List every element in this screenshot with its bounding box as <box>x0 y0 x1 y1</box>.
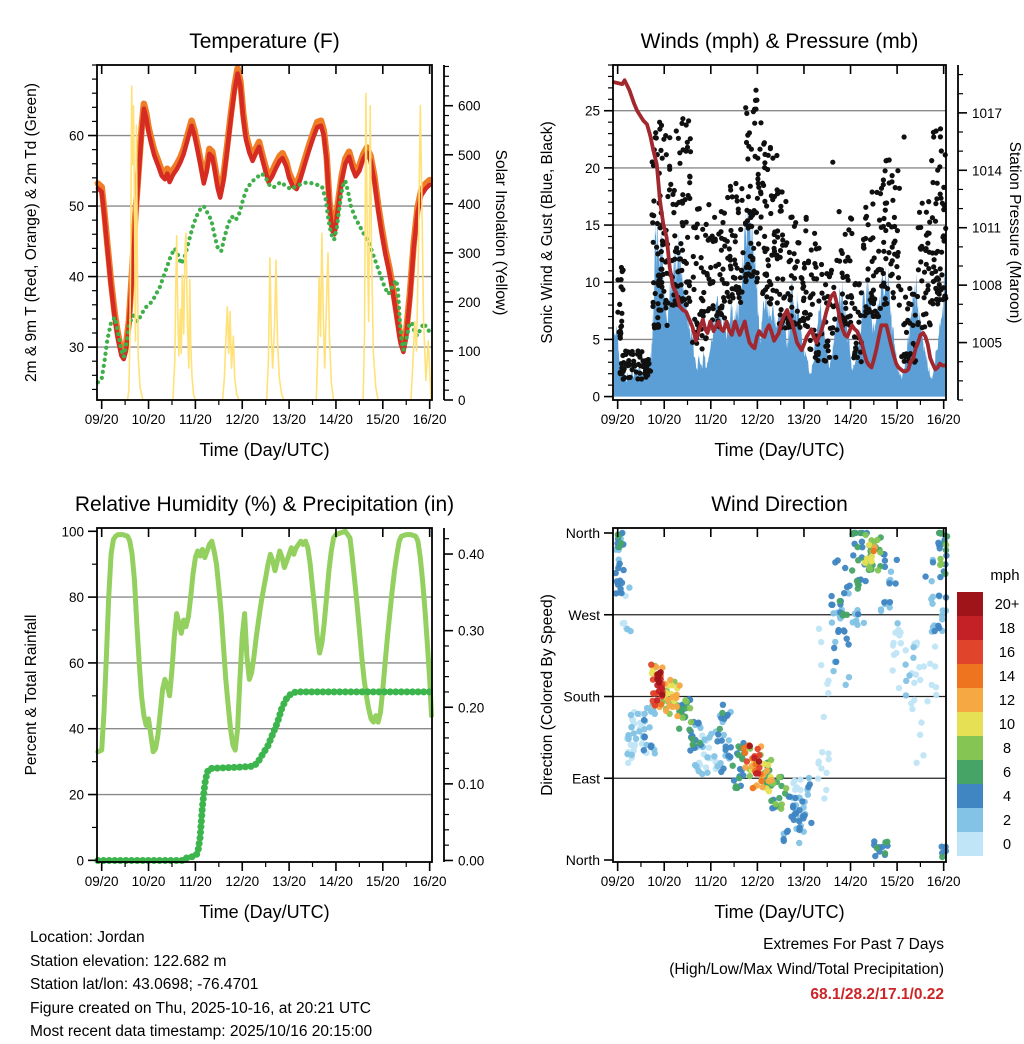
y-right-tick-label: 0.10 <box>458 776 485 792</box>
x-tick-label: 10/20 <box>647 874 682 889</box>
humidity-precip-chart <box>23 493 484 922</box>
temperature-chart <box>23 30 509 460</box>
x-tick-label: 09/20 <box>600 412 635 427</box>
x-tick-label: 09/20 <box>84 412 119 427</box>
y-left-tick-label: 50 <box>68 199 84 215</box>
y-right-tick-label: 1017 <box>972 105 1003 121</box>
y-left-tick-label: 0 <box>76 853 84 869</box>
x-tick-label: 12/20 <box>225 412 260 427</box>
colorbar-label: 18 <box>998 621 1016 637</box>
y-right-axis-label: Solar Insolation (Yellow) <box>492 149 509 316</box>
location-line: Location: Jordan <box>30 929 145 946</box>
x-tick-label: 15/20 <box>365 874 400 889</box>
x-tick-label: 16/20 <box>926 874 961 889</box>
colorbar-label: 16 <box>998 645 1016 661</box>
x-tick-label: 16/20 <box>926 412 961 427</box>
x-tick-label: 11/20 <box>694 874 728 889</box>
y-left-tick-label: 10 <box>584 275 600 291</box>
wind-direction-chart <box>539 493 1020 922</box>
direction-tick-label: North <box>565 852 600 868</box>
x-axis-label: Time (Day/UTC) <box>199 902 330 922</box>
winds-pressure-chart <box>539 30 1023 460</box>
elevation-line: Station elevation: 122.682 m <box>30 952 227 970</box>
colorbar-label: 0 <box>1002 837 1012 853</box>
timestamp-line: Most recent data timestamp: 2025/10/16 20:15:00 <box>30 1023 373 1040</box>
x-tick-label: 10/20 <box>131 874 166 889</box>
extremes-info <box>669 932 944 1007</box>
y-right-tick-label: 300 <box>458 245 481 261</box>
latlon-line: Station lat/lon: 43.0698; -76.4701 <box>30 976 259 993</box>
y-left-tick-label: 80 <box>68 590 84 606</box>
x-axis-label: Time (Day/UTC) <box>714 440 845 460</box>
colorbar-title: mph <box>990 567 1020 584</box>
y-left-axis-label: Sonic Wind & Gust (Blue, Black) <box>539 121 556 344</box>
x-tick-label: 14/20 <box>319 874 353 889</box>
x-tick-label: 15/20 <box>880 874 914 889</box>
extremes-title: Extremes For Past 7 Days <box>763 936 944 953</box>
x-tick-label: 11/20 <box>179 874 212 889</box>
x-tick-label: 10/20 <box>647 412 682 427</box>
y-right-tick-label: 0.00 <box>458 853 485 869</box>
y-right-tick-label: 200 <box>458 294 481 310</box>
y-left-tick-label: 100 <box>61 524 84 540</box>
x-tick-label: 14/20 <box>319 412 353 427</box>
relative-humidity-lightgreen <box>98 531 432 752</box>
x-tick-label: 13/20 <box>787 412 821 427</box>
colorbar-label: 14 <box>998 669 1016 685</box>
colorbar-label: 10 <box>998 717 1016 733</box>
y-right-tick-label: 1008 <box>972 278 1003 294</box>
station-info <box>30 926 372 1044</box>
y-right-tick-label: 1005 <box>972 335 1003 351</box>
x-axis-label: Time (Day/UTC) <box>199 440 330 460</box>
y-left-tick-label: 0 <box>592 389 600 405</box>
y-right-tick-label: 0 <box>458 393 466 408</box>
x-tick-label: 09/20 <box>84 874 119 889</box>
temp-2m-red <box>98 74 430 360</box>
winds-pressure-chart-title: Winds (mph) & Pressure (mb) <box>640 30 919 53</box>
x-tick-label: 15/20 <box>365 412 400 427</box>
colorbar-label: 6 <box>1002 765 1012 781</box>
wind-direction-chart-title: Wind Direction <box>711 493 848 516</box>
temperature-chart-title: Temperature (F) <box>189 30 340 53</box>
x-tick-label: 11/20 <box>179 412 212 427</box>
y-left-tick-label: 40 <box>68 721 84 737</box>
x-tick-label: 13/20 <box>272 412 306 427</box>
humidity-precip-chart-title: Relative Humidity (%) & Precipitation (in) <box>74 493 455 516</box>
y-right-tick-label: 0.40 <box>458 547 485 563</box>
y-right-tick-label: 100 <box>458 343 481 359</box>
x-tick-label: 14/20 <box>833 412 868 427</box>
colorbar-label: 2 <box>1002 813 1012 829</box>
colorbar-label: 20+ <box>994 597 1020 613</box>
colorbar-label: 4 <box>1002 789 1012 805</box>
x-axis-label: Time (Day/UTC) <box>714 902 845 922</box>
y-left-axis-label: 2m & 9m T (Red, Orange) & 2m Td (Green) <box>23 83 40 382</box>
y-left-axis-label: Percent & Total Rainfall <box>23 614 40 776</box>
x-tick-label: 10/20 <box>131 412 166 427</box>
direction-axis-label: Direction (Colored By Speed) <box>539 594 556 796</box>
x-tick-label: 11/20 <box>694 412 728 427</box>
y-right-tick-label: 0.20 <box>458 700 485 716</box>
direction-tick-label: West <box>568 606 600 623</box>
y-left-tick-label: 40 <box>68 269 84 285</box>
y-left-tick-label: 60 <box>68 128 84 144</box>
speed-colorbar <box>957 567 1020 856</box>
y-left-tick-label: 20 <box>68 787 84 803</box>
y-right-tick-label: 500 <box>458 147 481 163</box>
x-tick-label: 12/20 <box>740 874 775 889</box>
y-right-tick-label: 400 <box>458 196 481 212</box>
x-tick-label: 12/20 <box>740 412 775 427</box>
y-right-tick-label: 1011 <box>972 220 1002 236</box>
x-tick-label: 13/20 <box>272 874 306 889</box>
y-left-tick-label: 15 <box>584 218 600 234</box>
y-right-axis-label: Station Pressure (Maroon) <box>1006 141 1023 324</box>
x-tick-label: 14/20 <box>833 874 868 889</box>
x-tick-label: 09/20 <box>600 874 635 889</box>
y-left-tick-label: 30 <box>68 340 84 356</box>
direction-tick-label: South <box>563 688 600 705</box>
y-right-tick-label: 1014 <box>972 163 1003 179</box>
extremes-subtitle: (High/Low/Max Wind/Total Precipitation) <box>669 961 944 978</box>
y-left-tick-label: 60 <box>68 655 84 671</box>
direction-tick-label: East <box>571 770 600 787</box>
created-line: Figure created on Thu, 2025-10-16, at 20:21 UTC <box>30 999 371 1017</box>
direction-tick-label: North <box>565 525 600 541</box>
y-right-tick-label: 600 <box>458 98 481 114</box>
x-tick-label: 13/20 <box>787 874 821 889</box>
x-tick-label: 15/20 <box>880 412 914 427</box>
extremes-values: 68.1/28.2/17.1/0.22 <box>810 986 944 1003</box>
y-left-tick-label: 25 <box>584 103 600 119</box>
x-tick-label: 12/20 <box>225 874 260 889</box>
y-left-tick-label: 20 <box>584 160 600 176</box>
colorbar-label: 8 <box>1002 741 1012 757</box>
y-right-tick-label: 0.30 <box>458 623 485 639</box>
y-left-tick-label: 5 <box>592 332 600 348</box>
colorbar-label: 12 <box>998 693 1016 709</box>
x-tick-label: 16/20 <box>412 874 447 889</box>
x-tick-label: 16/20 <box>412 412 447 427</box>
wind-direction-dots <box>613 530 951 860</box>
